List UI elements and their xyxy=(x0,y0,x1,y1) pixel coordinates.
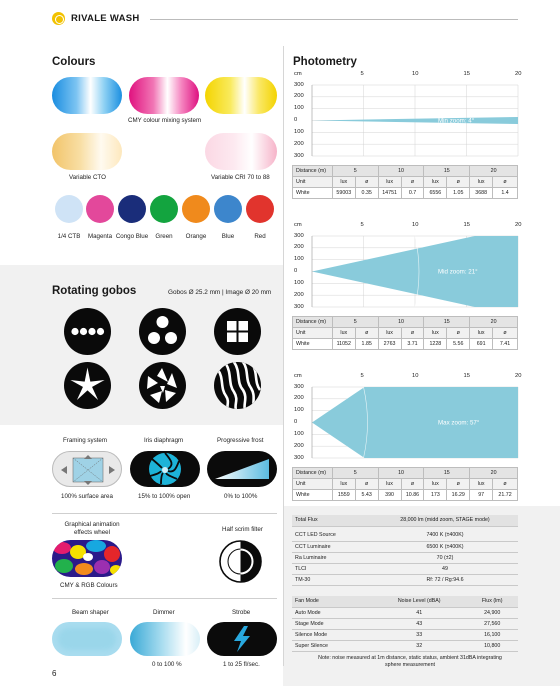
y-tick-label: 300 xyxy=(294,232,304,239)
table-unit-row xyxy=(293,328,518,339)
photometry-table-2 xyxy=(292,467,518,501)
beam-cone xyxy=(312,387,518,458)
fan-cell: 41 xyxy=(372,607,466,618)
y-tick-label: 200 xyxy=(294,140,304,147)
beam-chart-1 xyxy=(0,223,560,323)
beam-label: Max zoom: 57° xyxy=(438,419,480,427)
brand-logo-icon xyxy=(52,12,65,25)
spec-value: 49 xyxy=(372,563,518,574)
table-cell: Distance (m) xyxy=(293,166,333,177)
table-cell: ø xyxy=(355,328,378,339)
features-divider-1 xyxy=(52,513,277,514)
table-cell: 15 xyxy=(424,468,470,479)
table-cell: 15 xyxy=(424,166,470,177)
x-tick-label: 15 xyxy=(463,222,470,228)
half-scrim-illustration xyxy=(219,540,262,583)
beam-label: Mid zoom: 21° xyxy=(438,268,478,276)
spec-value: 6500 K (±400K) xyxy=(372,541,518,552)
table-cell: 1.05 xyxy=(447,188,470,199)
table-cell: ø xyxy=(493,328,518,339)
table-cell: ø xyxy=(447,479,470,490)
table-cell: White xyxy=(293,490,333,501)
table-cell: lux xyxy=(378,177,401,188)
colour-dot-label: Blue xyxy=(221,233,235,240)
animation-caption: CMY & RGB Colours xyxy=(60,582,118,589)
beam-shaper-title: Beam shaper xyxy=(72,609,109,616)
table-cell: lux xyxy=(424,177,447,188)
colour-dot-2 xyxy=(118,195,146,223)
fan-cell: 33 xyxy=(372,629,466,640)
table-cell: 16.29 xyxy=(447,490,470,501)
y-tick-label: 300 xyxy=(294,303,304,310)
fan-cell: 16,100 xyxy=(466,629,518,640)
table-unit-row xyxy=(293,177,518,188)
y-tick-label: 100 xyxy=(294,430,304,437)
spec-label: Ra Luminaire xyxy=(292,552,372,563)
table-cell: Unit xyxy=(293,328,333,339)
photometry-table-1 xyxy=(292,316,518,350)
colour-dot-3 xyxy=(150,195,178,223)
table-cell: 10 xyxy=(378,468,424,479)
table-cell: 20 xyxy=(470,468,518,479)
table-cell: ø xyxy=(493,479,518,490)
dimmer-caption: 0 to 100 % xyxy=(152,661,182,668)
table-cell: ø xyxy=(355,479,378,490)
x-tick-label: 10 xyxy=(412,71,419,77)
table-cell: 20 xyxy=(470,166,518,177)
table-row xyxy=(293,188,518,199)
table-row xyxy=(293,339,518,350)
table-cell: ø xyxy=(401,177,424,188)
colour-dot-4 xyxy=(182,195,210,223)
colour-dot-0 xyxy=(55,195,83,223)
noise-note: Note: noise measured at 1m distance, static status, ambient 31dBA integrating sphere measurement xyxy=(318,655,502,668)
table-cell: White xyxy=(293,188,333,199)
fan-header-cell: Noise Level (dBA) xyxy=(372,596,466,607)
fan-header-row xyxy=(292,596,518,607)
x-tick-label: 5 xyxy=(360,71,364,77)
table-cell: 6556 xyxy=(424,188,447,199)
spec-value: 7400 K (±400K) xyxy=(372,530,518,541)
beam-shaper-illustration xyxy=(52,622,122,656)
table-cell: lux xyxy=(332,328,355,339)
table-cell: 5 xyxy=(332,468,378,479)
y-tick-label: 100 xyxy=(294,407,304,414)
spec-label: CCT LED Source xyxy=(292,530,372,541)
table-cell: 97 xyxy=(470,490,493,501)
gobos-spec: Gobos Ø 25.2 mm | Image Ø 20 mm xyxy=(168,289,272,296)
frost-title: Progressive frost xyxy=(217,437,264,444)
unit-label: cm xyxy=(294,373,302,379)
fan-row xyxy=(292,607,518,618)
table-cell: lux xyxy=(424,328,447,339)
table-unit-row xyxy=(293,479,518,490)
y-tick-label: 300 xyxy=(294,152,304,159)
colours-title: Colours xyxy=(52,56,96,68)
y-tick-label: 200 xyxy=(294,442,304,449)
scrim-title: Half scrim filter xyxy=(222,526,263,533)
colour-dot-label: 1/4 CTB xyxy=(57,233,81,240)
table-cell: lux xyxy=(378,479,401,490)
y-tick-label: 200 xyxy=(294,291,304,298)
animation-title: Graphical animation effects wheel xyxy=(64,521,120,536)
spec-row xyxy=(292,574,518,585)
beam-label: Min zoom: 4° xyxy=(438,117,475,125)
y-tick-label: 300 xyxy=(294,383,304,390)
fan-cell: 24,900 xyxy=(466,607,518,618)
table-cell: ø xyxy=(447,328,470,339)
dimmer-illustration xyxy=(130,622,200,656)
frost-caption: 0% to 100% xyxy=(224,493,258,500)
table-cell: 390 xyxy=(378,490,401,501)
x-tick-label: 5 xyxy=(360,222,364,228)
table-cell: 173 xyxy=(424,490,447,501)
unit-label: cm xyxy=(294,222,302,228)
spec-row xyxy=(292,552,518,563)
spec-table xyxy=(292,515,518,586)
fan-cell: 10,800 xyxy=(466,640,518,651)
table-cell: White xyxy=(293,339,333,350)
table-cell: 21.72 xyxy=(493,490,518,501)
table-cell: ø xyxy=(401,328,424,339)
y-tick-label: 200 xyxy=(294,395,304,402)
y-tick-label: 200 xyxy=(294,93,304,100)
page-number: 6 xyxy=(52,669,57,678)
table-cell: 5.43 xyxy=(355,490,378,501)
spec-label: TLCI xyxy=(292,563,372,574)
table-cell: 1559 xyxy=(332,490,355,501)
fan-cell: Auto Mode xyxy=(292,607,372,618)
y-tick-label: 100 xyxy=(294,256,304,263)
cri-caption: Variable CRI 70 to 88 xyxy=(211,174,270,181)
table-cell: 1.85 xyxy=(355,339,378,350)
y-tick-label: 200 xyxy=(294,244,304,251)
table-cell: lux xyxy=(332,177,355,188)
x-tick-label: 10 xyxy=(412,373,419,379)
colour-dot-5 xyxy=(214,195,242,223)
spec-value: Rf: 72 / Rg:94.6 xyxy=(372,574,518,585)
table-cell: ø xyxy=(401,479,424,490)
fan-row xyxy=(292,618,518,629)
table-cell: Distance (m) xyxy=(293,317,333,328)
table-cell: ø xyxy=(355,177,378,188)
fan-row xyxy=(292,629,518,640)
framing-title: Framing system xyxy=(63,437,108,444)
table-cell: lux xyxy=(378,328,401,339)
table-cell: ø xyxy=(493,177,518,188)
cmy-caption: CMY colour mixing system xyxy=(128,117,202,124)
table-cell: 3688 xyxy=(470,188,493,199)
fan-header-cell: Fan Mode xyxy=(292,596,372,607)
colour-dot-label: Orange xyxy=(185,233,207,240)
table-cell: lux xyxy=(332,479,355,490)
spec-row xyxy=(292,541,518,552)
table-cell: ø xyxy=(447,177,470,188)
iris-title: Iris diaphragm xyxy=(144,437,184,444)
framing-caption: 100% surface area xyxy=(61,493,113,500)
x-tick-label: 20 xyxy=(515,373,522,379)
table-cell: 1228 xyxy=(424,339,447,350)
table-cell: 10 xyxy=(378,317,424,328)
fan-cell: Silence Mode xyxy=(292,629,372,640)
animation-wheel-illustration xyxy=(52,540,122,577)
iris-caption: 15% to 100% open xyxy=(138,493,191,500)
table-cell: 10 xyxy=(378,166,424,177)
table-cell: 5 xyxy=(332,317,378,328)
table-cell: 2763 xyxy=(378,339,401,350)
colour-dot-1 xyxy=(86,195,114,223)
table-cell: lux xyxy=(470,177,493,188)
fan-cell: Super Silence xyxy=(292,640,372,651)
y-tick-label: 0 xyxy=(294,419,298,425)
beam-chart-2 xyxy=(0,374,560,474)
table-cell: 15 xyxy=(424,317,470,328)
spec-value: 28,000 lm (midd zoom, STAGE mode) xyxy=(372,515,518,526)
colour-dot-label: Green xyxy=(155,233,173,240)
x-tick-label: 20 xyxy=(515,71,522,77)
colour-dot-label: Magenta xyxy=(87,233,113,240)
table-cell: 11052 xyxy=(332,339,355,350)
spec-row xyxy=(292,563,518,574)
fan-cell: 27,560 xyxy=(466,618,518,629)
table-header-row xyxy=(293,468,518,479)
photometry-title: Photometry xyxy=(293,56,357,68)
fan-mode-table xyxy=(292,596,518,652)
table-cell: 14751 xyxy=(378,188,401,199)
fan-cell: 43 xyxy=(372,618,466,629)
table-cell: Unit xyxy=(293,177,333,188)
table-row xyxy=(293,490,518,501)
x-tick-label: 15 xyxy=(463,71,470,77)
table-cell: Unit xyxy=(293,479,333,490)
table-cell: lux xyxy=(424,479,447,490)
y-tick-label: 300 xyxy=(294,81,304,88)
brand-title: RIVALE WASH xyxy=(71,13,140,24)
y-tick-label: 0 xyxy=(294,117,298,123)
y-tick-label: 300 xyxy=(294,454,304,461)
features-divider-2 xyxy=(52,598,277,599)
y-tick-label: 100 xyxy=(294,279,304,286)
colour-dot-label: Congo Blue xyxy=(115,233,149,240)
table-cell: 1.4 xyxy=(493,188,518,199)
table-header-row xyxy=(293,166,518,177)
table-cell: 5.56 xyxy=(447,339,470,350)
table-cell: Distance (m) xyxy=(293,468,333,479)
table-cell: 20 xyxy=(470,317,518,328)
colour-dot-label: Red xyxy=(254,233,266,240)
cto-caption: Variable CTO xyxy=(69,174,106,181)
dimmer-title: Dimmer xyxy=(153,609,175,616)
table-cell: lux xyxy=(470,479,493,490)
spec-row xyxy=(292,515,518,526)
table-cell: 3.71 xyxy=(401,339,424,350)
lightning-icon xyxy=(207,622,277,656)
fan-cell: Stage Mode xyxy=(292,618,372,629)
table-cell: 691 xyxy=(470,339,493,350)
table-cell: 7.41 xyxy=(493,339,518,350)
spec-label: Total Flux xyxy=(292,515,372,526)
fan-header-cell: Flux (lm) xyxy=(466,596,518,607)
table-cell: 59003 xyxy=(332,188,355,199)
strobe-title: Strobe xyxy=(232,609,251,616)
table-cell: 0.7 xyxy=(401,188,424,199)
colour-dot-6 xyxy=(246,195,274,223)
gobos-title: Rotating gobos xyxy=(52,285,137,297)
photometry-table-0 xyxy=(292,165,518,199)
unit-label: cm xyxy=(294,71,302,77)
fan-row xyxy=(292,640,518,651)
y-tick-label: 100 xyxy=(294,105,304,112)
x-tick-label: 5 xyxy=(360,373,364,379)
table-cell: 5 xyxy=(332,166,378,177)
spec-row xyxy=(292,530,518,541)
table-cell: 10.86 xyxy=(401,490,424,501)
strobe-illustration xyxy=(207,622,277,656)
table-cell: lux xyxy=(470,328,493,339)
x-tick-label: 20 xyxy=(515,222,522,228)
table-cell: 0.35 xyxy=(355,188,378,199)
fan-cell: 32 xyxy=(372,640,466,651)
spec-label: TM-30 xyxy=(292,574,372,585)
spec-label: CCT Luminaire xyxy=(292,541,372,552)
x-tick-label: 15 xyxy=(463,373,470,379)
y-tick-label: 100 xyxy=(294,128,304,135)
header-rule xyxy=(150,19,518,20)
x-tick-label: 10 xyxy=(412,222,419,228)
strobe-caption: 1 to 25 fl/sec. xyxy=(223,661,260,668)
y-tick-label: 0 xyxy=(294,268,298,274)
table-header-row xyxy=(293,317,518,328)
beam-chart-0 xyxy=(0,72,560,172)
spec-value: 70 (±2) xyxy=(372,552,518,563)
